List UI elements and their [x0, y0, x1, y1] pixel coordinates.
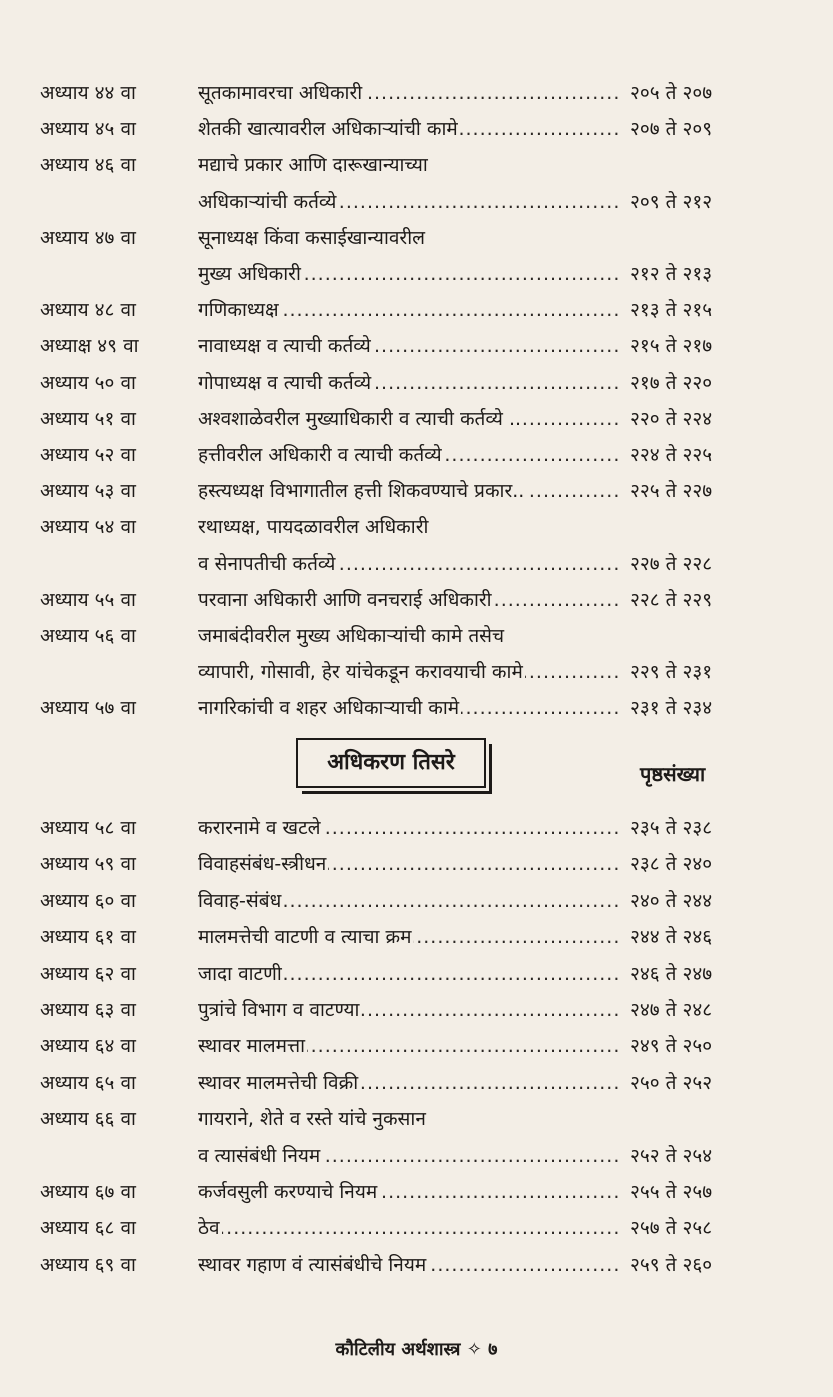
chapter-title: ठेव: [198, 1217, 220, 1240]
page-range: २४० ते २४४: [630, 889, 713, 912]
toc-row: [0, 883, 833, 919]
book-title: कौटिलीय अर्थशास्त्र: [335, 1339, 461, 1360]
section-heading: अधिकरण तिसरे: [327, 750, 455, 775]
page-range: २३५ ते २३८: [630, 817, 713, 839]
page-range: २२९ ते २३१: [630, 661, 713, 684]
chapter-title-cell: [198, 111, 618, 147]
chapter-label: अध्याय ५६ वा: [40, 625, 136, 647]
toc-row: [0, 292, 833, 328]
chapter-title: गायराने, शेते व रस्ते यांचे नुकसान: [198, 1108, 426, 1131]
section-heading-box: [296, 738, 486, 788]
chapter-title-cell: [198, 810, 618, 846]
page-range: २३१ ते २३४: [630, 697, 713, 720]
page-range: २०९ ते २१२: [630, 190, 713, 213]
toc-row: [0, 919, 833, 955]
toc-row: [0, 184, 833, 220]
page-range: २१५ ते २१७: [630, 335, 713, 358]
chapter-title-cell: [198, 654, 618, 690]
chapter-title-cell: [198, 1174, 618, 1210]
page-number: ७: [488, 1339, 498, 1360]
chapter-title: व सेनापतीची कर्तव्ये: [198, 552, 336, 575]
toc-row: [0, 956, 833, 992]
chapter-title-cell: [198, 1101, 618, 1137]
chapter-title-cell: [198, 473, 618, 509]
chapter-title: मद्याचे प्रकार आणि दारूखान्याच्या: [198, 154, 428, 177]
toc-row: [0, 810, 833, 846]
chapter-title: मालमत्तेची वाटणी व त्याचा क्रम: [198, 926, 412, 949]
chapter-title: विवाह-संबंध: [198, 889, 282, 912]
page-range: २५५ ते २५७: [630, 1181, 713, 1203]
chapter-title: जादा वाटणी: [198, 962, 282, 985]
toc-row: [0, 846, 833, 882]
chapter-title: नावाध्यक्ष व त्याची कर्तव्ये: [198, 335, 371, 358]
chapter-label: अध्याय ४५ वा: [40, 118, 136, 141]
page-range: २५९ ते २६०: [630, 1253, 713, 1276]
chapter-title-cell: [198, 328, 618, 364]
toc-row: [0, 437, 833, 473]
chapter-title: अश्वशाळेवरील मुख्याधिकारी व त्याची कर्तव्ये ..: [198, 407, 522, 430]
page-count-column-label: पृष्ठसंख्या: [640, 762, 706, 786]
chapter-title-cell: [198, 256, 618, 292]
page-range: २३८ ते २४०: [630, 853, 713, 876]
page-range: २१७ ते २२०: [630, 371, 713, 394]
page-range: २४६ ते २४७: [630, 962, 713, 985]
chapter-title-cell: [198, 1247, 618, 1283]
page-range: २२८ ते २२९: [630, 588, 713, 611]
chapter-title: सूनाध्यक्ष किंवा कसाईखान्यावरील: [198, 226, 426, 249]
toc-row: [0, 1138, 833, 1174]
toc-row: [0, 1065, 833, 1101]
chapter-title-cell: [198, 582, 618, 618]
chapter-title-cell: [198, 919, 618, 955]
chapter-label: अध्याय ६० वा: [40, 889, 136, 912]
chapter-title-cell: [198, 618, 618, 654]
toc-row: [0, 690, 833, 726]
toc-row: [0, 618, 833, 654]
page-range: २०७ ते २०९: [630, 118, 713, 141]
chapter-title: पुत्रांचे विभाग व वाटण्या: [198, 999, 360, 1021]
toc-row: [0, 401, 833, 437]
toc-row: [0, 1101, 833, 1137]
chapter-title: गणिकाध्यक्ष: [198, 299, 279, 322]
chapter-title-cell: [198, 437, 618, 473]
chapter-label: अध्याय ४७ वा: [40, 226, 136, 249]
toc-row: [0, 75, 833, 111]
chapter-label: अध्याय ५५ वा: [40, 588, 136, 611]
chapter-label: अध्याय ६८ वा: [40, 1217, 136, 1240]
chapter-label: अध्याय ५२ वा: [40, 444, 136, 466]
chapter-title-cell: [198, 883, 618, 919]
page-range: २२५ ते २२७: [630, 480, 713, 503]
chapter-title: सूतकामावरचा अधिकारी: [198, 82, 363, 104]
page-range: २४४ ते २४६: [630, 926, 713, 949]
toc-row: [0, 365, 833, 401]
chapter-title: करारनामे व खटले: [198, 817, 321, 839]
chapter-title: जमाबंदीवरील मुख्य अधिकाऱ्यांची कामे तसेच: [198, 625, 505, 647]
chapter-title: मुख्य अधिकारी: [198, 263, 301, 285]
chapter-title-cell: [198, 75, 618, 111]
toc-row: [0, 1174, 833, 1210]
toc-row: [0, 582, 833, 618]
toc-row: [0, 111, 833, 147]
page-range: २५७ ते २५८: [630, 1217, 713, 1240]
toc-row: [0, 546, 833, 582]
chapter-title: शेतकी खात्यावरील अधिकाऱ्यांची कामे: [198, 118, 458, 141]
page-range: २५० ते २५२: [630, 1071, 713, 1094]
chapter-label: अध्याय ४८ वा: [40, 299, 136, 322]
page-range: २०५ ते २०७: [630, 82, 713, 104]
chapter-label: अध्याक्ष ४९ वा: [40, 335, 139, 358]
chapter-title: स्थावर गहाण वं त्यासंबंधीचे नियम: [198, 1253, 427, 1276]
chapter-title-cell: [198, 1138, 618, 1174]
chapter-title-cell: [198, 509, 618, 545]
chapter-label: अध्याय ५० वा: [40, 371, 136, 394]
chapter-label: अध्याय ५८ वा: [40, 817, 136, 839]
chapter-title-cell: [198, 292, 618, 328]
chapter-title-cell: [198, 220, 618, 256]
chapter-title: व्यापारी, गोसावी, हेर यांचेकडून करावयाची कामे: [198, 661, 523, 684]
toc-row: [0, 654, 833, 690]
chapter-title-cell: [198, 401, 618, 437]
chapter-label: अध्याय ५१ वा: [40, 407, 136, 430]
chapter-label: अध्याय ४४ वा: [40, 82, 136, 104]
chapter-title-cell: [198, 690, 618, 726]
ornament-icon: ✧: [466, 1339, 482, 1360]
chapter-title: गोपाध्यक्ष व त्याची कर्तव्ये: [198, 371, 372, 394]
chapter-label: अध्याय ५४ वा: [40, 516, 136, 539]
page-range: २२७ ते २२८: [630, 552, 713, 575]
page-range: २४७ ते २४८: [630, 999, 713, 1021]
page-range: २४९ ते २५०: [630, 1035, 713, 1058]
chapter-label: अध्याय ६६ वा: [40, 1108, 136, 1131]
chapter-label: अध्याय ६४ वा: [40, 1035, 136, 1058]
chapter-title-cell: [198, 1065, 618, 1101]
chapter-title-cell: [198, 1028, 618, 1064]
chapter-label: अध्याय ६३ वा: [40, 999, 136, 1021]
chapter-title: स्थावर मालमत्तेची विक्री: [198, 1071, 359, 1094]
chapter-title-cell: [198, 184, 618, 220]
chapter-title: व त्यासंबंधी नियम: [198, 1144, 321, 1167]
chapter-label: अध्याय ६२ वा: [40, 962, 136, 985]
chapter-title-cell: [198, 147, 618, 183]
chapter-label: अध्याय ५७ वा: [40, 697, 136, 720]
chapter-title-cell: [198, 846, 618, 882]
toc-row: [0, 473, 833, 509]
toc-row: [0, 992, 833, 1028]
chapter-title: हस्त्यध्यक्ष विभागातील हत्ती शिकवण्याचे प्रकार..: [198, 480, 525, 503]
chapter-title-cell: [198, 546, 618, 582]
page-range: २२० ते २२४: [630, 407, 713, 430]
chapter-title-cell: [198, 956, 618, 992]
toc-row: [0, 1247, 833, 1283]
chapter-label: अध्याय ४६ वा: [40, 154, 136, 177]
toc-row: [0, 1210, 833, 1246]
chapter-title: नागरिकांची व शहर अधिकाऱ्याची कामे: [198, 697, 460, 720]
page-footer: [0, 1337, 833, 1361]
chapter-title: रथाध्यक्ष, पायदळावरील अधिकारी: [198, 516, 429, 539]
page-range: २५२ ते २५४: [630, 1144, 713, 1167]
chapter-title: अधिकाऱ्यांची कर्तव्ये: [198, 190, 337, 213]
chapter-title: परवाना अधिकारी आणि वनचराई अधिकारी: [198, 588, 492, 611]
chapter-title: स्थावर मालमत्ता: [198, 1035, 306, 1058]
chapter-label: अध्याय ६१ वा: [40, 926, 136, 949]
page-range: २१२ ते २१३: [630, 263, 713, 285]
chapter-title: हत्तीवरील अधिकारी व त्याची कर्तव्ये: [198, 444, 442, 466]
chapter-title-cell: [198, 365, 618, 401]
chapter-label: अध्याय ५९ वा: [40, 853, 136, 876]
toc-row: [0, 256, 833, 292]
chapter-label: अध्याय ५३ वा: [40, 480, 136, 503]
page-range: २१३ ते २१५: [630, 299, 713, 322]
chapter-title-cell: [198, 992, 618, 1028]
toc-row: [0, 509, 833, 545]
chapter-label: अध्याय ६५ वा: [40, 1071, 136, 1094]
chapter-label: अध्याय ६७ वा: [40, 1181, 136, 1203]
page-range: २२४ ते २२५: [630, 444, 713, 466]
chapter-title: विवाहसंबंध-स्त्रीधन: [198, 853, 327, 876]
chapter-title: कर्जवसुली करण्याचे नियम: [198, 1181, 378, 1203]
toc-row: [0, 147, 833, 183]
chapter-title-cell: [198, 1210, 618, 1246]
toc-row: [0, 220, 833, 256]
toc-row: [0, 1028, 833, 1064]
chapter-label: अध्याय ६९ वा: [40, 1253, 136, 1276]
toc-row: [0, 328, 833, 364]
